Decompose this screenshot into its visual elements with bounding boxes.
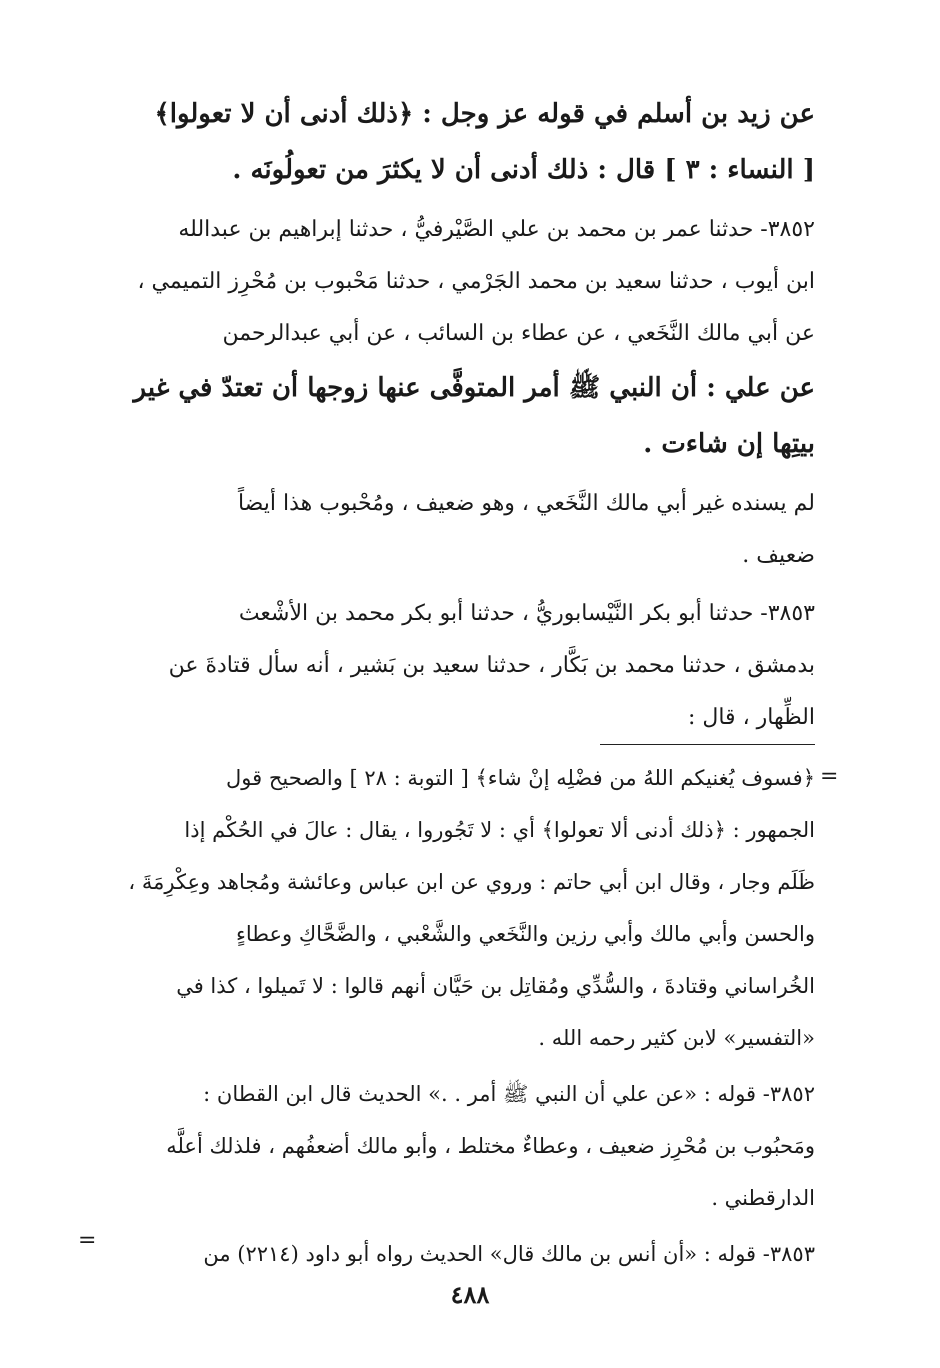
text-line: الخُراساني وقتادةَ ، والسُّدِّي ومُقاتِل بن حَيَّان أنهم قالوا : لا تَميلوا ، كذا في xyxy=(176,974,815,998)
footnote-3853 xyxy=(100,1228,815,1280)
continuation-mark-start: = xyxy=(820,764,839,789)
text-line: ﴿فسوف يُغنيكم اللهُ من فضْلِه إنْ شاء﴾ [ التوبة : ٢٨ ] والصحيح قول xyxy=(226,766,815,790)
footnote-continuation xyxy=(100,752,815,1064)
text-line: عن علي : أن النبي ﷺ أمر المتوفَّى عنها زوجها أن تعتدّ في غير xyxy=(133,373,815,403)
text-line: ومَحبُوب بن مُحْرِز ضعيف ، وعطاءٌ مختلط ، وأبو مالك أضعفُهم ، فلذلك أعلَّه xyxy=(166,1134,815,1158)
text-line: والحسن وأبي مالك وأبي رزين والنَّخَعي والشَّعْبي ، والضَّحَّاكِ وعطاءٍ xyxy=(235,922,815,946)
footnotes xyxy=(100,752,815,1280)
text-line: «التفسير» لابن كثير رحمه الله . xyxy=(538,1026,815,1050)
text-line: ابن أيوب ، حدثنا سعيد بن محمد الجَرْمي ، حدثنا مَحْبوب بن مُحْرِز التميمي ، xyxy=(137,269,815,294)
text-line: ضعيف . xyxy=(742,543,815,568)
footnote-divider xyxy=(600,744,815,745)
page-number: ٤٨٨ xyxy=(450,1280,490,1309)
text-line: لم يسنده غير أبي مالك النَّخَعي ، وهو ضعيف ، ومُحْبوب هذا أيضاً xyxy=(237,491,815,516)
text-line: ٣٨٥٢- قوله : «عن علي أن النبي ﷺ أمر . .» الحديث قال ابن القطان : xyxy=(203,1082,815,1106)
text-line: ظَلَم وجار ، وقال ابن أبي حاتم : وروي عن ابن عباس وعائشة ومُجاهد وعِكْرِمَةَ ، xyxy=(128,870,815,894)
text-line: ٣٨٥٣- حدثنا أبو بكر النَّيْسابوريُّ ، حدثنا أبو بكر محمد بن الأشْعث xyxy=(238,601,815,626)
text-line: بدمشق ، حدثنا محمد بن بَكَّار ، حدثنا سعيد بن بَشير ، أنه سأل قتادةَ عن xyxy=(168,653,815,678)
hadith-3852-comment xyxy=(100,478,815,582)
text-line: الظِّهار ، قال : xyxy=(687,705,815,730)
main-text xyxy=(100,86,815,744)
text-line: عن زيد بن أسلم في قوله عز وجل : ﴿ذلك أدنى أن لا تعولوا﴾ xyxy=(154,99,815,129)
hadith-3852-isnad xyxy=(100,204,815,360)
text-line: بيتِها إن شاءت . xyxy=(643,429,815,459)
hadith-3852-matn xyxy=(100,360,815,472)
text-line: ٣٨٥٣- قوله : «أن أنس بن مالك قال» الحديث رواه أبو داود (٢٢١٤) من xyxy=(203,1242,815,1266)
text-line: الدارقطني . xyxy=(711,1186,815,1210)
text-line: [ النساء : ٣ ] قال : ذلك أدنى أن لا يكثرَ من تعولُونَه . xyxy=(232,155,815,185)
paragraph-1 xyxy=(100,86,815,198)
footnote-3852 xyxy=(100,1068,815,1224)
text-line: عن أبي مالك النَّخَعي ، عن عطاء بن السائب ، عن أبي عبدالرحمن xyxy=(222,321,815,346)
text-line: الجمهور : ﴿ذلك أدنى ألا تعولوا﴾ أي : لا تَجُوروا ، يقال : عالَ في الحُكْم إذا xyxy=(184,818,815,842)
continuation-mark-end: = xyxy=(78,1228,97,1253)
text-line: ٣٨٥٢- حدثنا عمر بن محمد بن علي الصَّيْرفيُّ ، حدثنا إبراهيم بن عبدالله xyxy=(178,217,815,242)
hadith-3853-isnad xyxy=(100,588,815,744)
